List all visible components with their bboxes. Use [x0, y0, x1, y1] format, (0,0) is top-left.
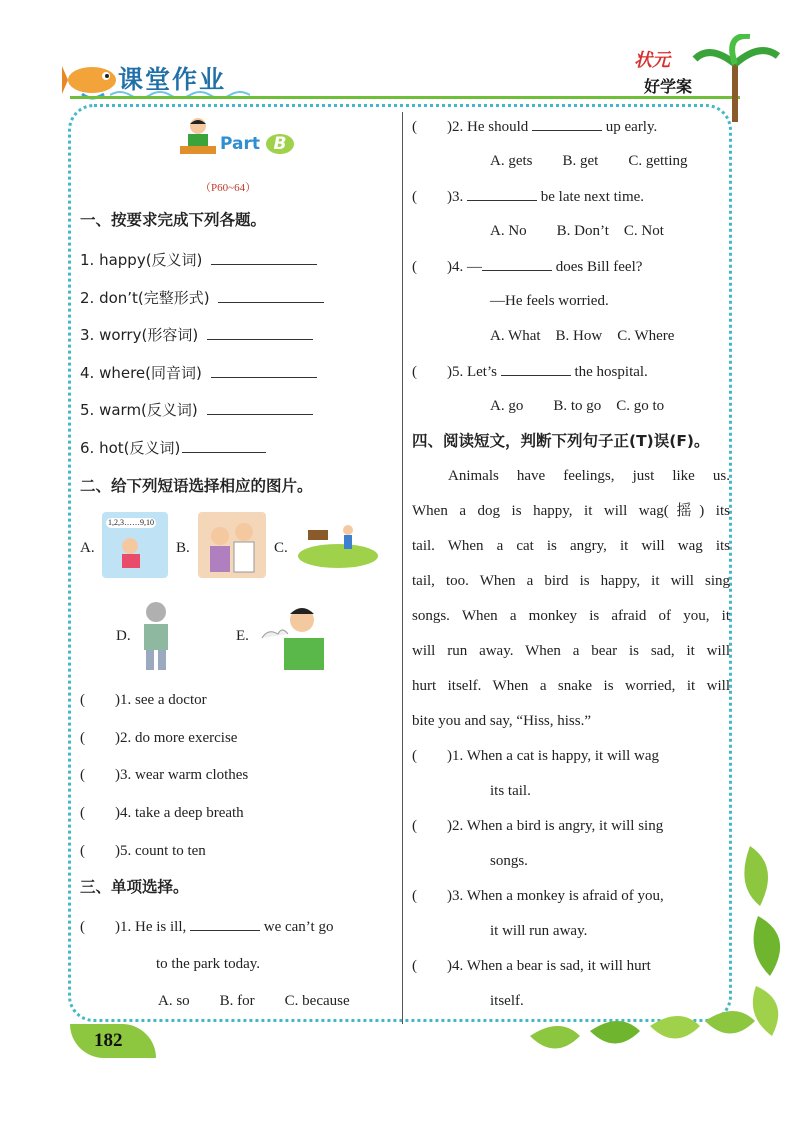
s3-q4-answer: —He feels worried.	[490, 293, 609, 309]
passage-line: When a dog is happy, it will wag(摇) its	[412, 503, 730, 519]
passage-line: will run away. When a bear is sad, it will	[412, 643, 730, 659]
answer-blank[interactable]	[482, 256, 552, 271]
s3-q2-options: A. gets B. get C. getting	[490, 153, 688, 169]
s3-q4: ( )4. — does Bill feel?	[412, 256, 642, 277]
pic-label-d: D.	[116, 628, 131, 644]
s3-q5-options: A. go B. to go C. go to	[490, 398, 665, 414]
s3-q2: ( )2. He should up early.	[412, 116, 657, 137]
s4-item-2: ( )2. When a bird is angry, it will sing	[412, 818, 664, 834]
passage-line: tail. When a cat is angry, it will wag its	[412, 538, 730, 554]
part-text: Part	[220, 134, 260, 154]
s2-item-3: ( )3. wear warm clothes	[80, 767, 249, 783]
s3-q3: ( )3. be late next time.	[412, 186, 644, 207]
counting-caption: 1,2,3……9,10	[108, 518, 154, 527]
s1-item-3: 3. worry(形容词)	[80, 325, 313, 345]
doctor-visit-picture	[198, 512, 266, 578]
brand-bottom: 好学案	[644, 77, 693, 96]
s3-q4-options: A. What B. How C. Where	[490, 328, 675, 344]
answer-blank[interactable]	[211, 363, 317, 378]
section3-title: 三、单项选择。	[80, 878, 189, 896]
warm-clothes-picture	[134, 598, 182, 672]
answer-blank[interactable]	[211, 250, 317, 265]
pic-label-e: E.	[236, 628, 249, 644]
passage-line: Animals have feelings, just like us.	[448, 468, 730, 484]
s1-item-5: 5. warm(反义词)	[80, 400, 313, 420]
pic-label-a: A.	[80, 540, 95, 556]
s3-q1-options: A. so B. for C. because	[158, 993, 350, 1009]
s4-item-1-cont: its tail.	[490, 783, 531, 799]
answer-blank[interactable]	[182, 438, 266, 453]
answer-blank[interactable]	[190, 916, 260, 931]
brand-top: 状元	[634, 50, 670, 71]
s3-q5: ( )5. Let’s the hospital.	[412, 361, 648, 382]
answer-blank[interactable]	[218, 288, 324, 303]
section4-title: 四、阅读短文，判断下列句子正(T)误(F)。	[412, 432, 710, 450]
leaves-decoration-icon	[520, 826, 800, 1071]
s1-item-4: 4. where(同音词)	[80, 363, 317, 383]
pic-label-b: B.	[176, 540, 190, 556]
s4-item-1: ( )1. When a cat is happy, it will wag	[412, 748, 660, 764]
s4-item-2-cont: songs.	[490, 853, 528, 869]
s3-q3-options: A. No B. Don’t C. Not	[490, 223, 664, 239]
s4-item-4: ( )4. When a bear is sad, it will hurt	[412, 958, 651, 974]
column-divider	[402, 112, 403, 1024]
passage-line: songs. When a monkey is afraid of you, it	[412, 608, 730, 624]
section2-title: 二、给下列短语选择相应的图片。	[80, 477, 313, 495]
s1-item-1: 1. happy(反义词)	[80, 250, 317, 270]
s3-q1-cont: to the park today.	[156, 956, 260, 972]
s1-item-6: 6. hot(反义词)	[80, 438, 266, 458]
part-label	[220, 134, 294, 154]
page-number: 182	[94, 1030, 123, 1051]
passage-line: tail, too. When a bird is happy, it will sing	[412, 573, 730, 589]
exercise-picture	[296, 516, 380, 568]
header-title: 课堂作业	[118, 65, 227, 94]
s2-item-1: ( )1. see a doctor	[80, 692, 207, 708]
passage-line: bite you and say, “Hiss, hiss.”	[412, 713, 592, 729]
answer-blank[interactable]	[532, 116, 602, 131]
s4-item-3: ( )3. When a monkey is afraid of you,	[412, 888, 664, 904]
page-range: （P60~64）	[200, 182, 257, 194]
s1-item-2: 2. don’t(完整形式)	[80, 288, 324, 308]
deep-breath-picture	[258, 598, 334, 672]
passage-line: hurt itself. When a snake is worried, it will	[412, 678, 730, 694]
s4-item-4-cont: itself.	[490, 993, 524, 1009]
counting-girl-picture	[102, 512, 168, 578]
s2-item-5: ( )5. count to ten	[80, 843, 206, 859]
answer-blank[interactable]	[207, 400, 313, 415]
answer-blank[interactable]	[207, 325, 313, 340]
s2-item-2: ( )2. do more exercise	[80, 730, 238, 746]
pic-label-c: C.	[274, 540, 288, 556]
answer-blank[interactable]	[467, 186, 537, 201]
s2-item-4: ( )4. take a deep breath	[80, 805, 244, 821]
answer-blank[interactable]	[501, 361, 571, 376]
header-bar	[70, 96, 740, 99]
student-reading-icon	[178, 116, 218, 163]
s3-q1: ( )1. He is ill, we can’t go	[80, 916, 333, 937]
section1-title: 一、按要求完成下列各题。	[80, 211, 267, 229]
s4-item-3-cont: it will run away.	[490, 923, 588, 939]
part-letter-badge: B	[266, 134, 294, 154]
